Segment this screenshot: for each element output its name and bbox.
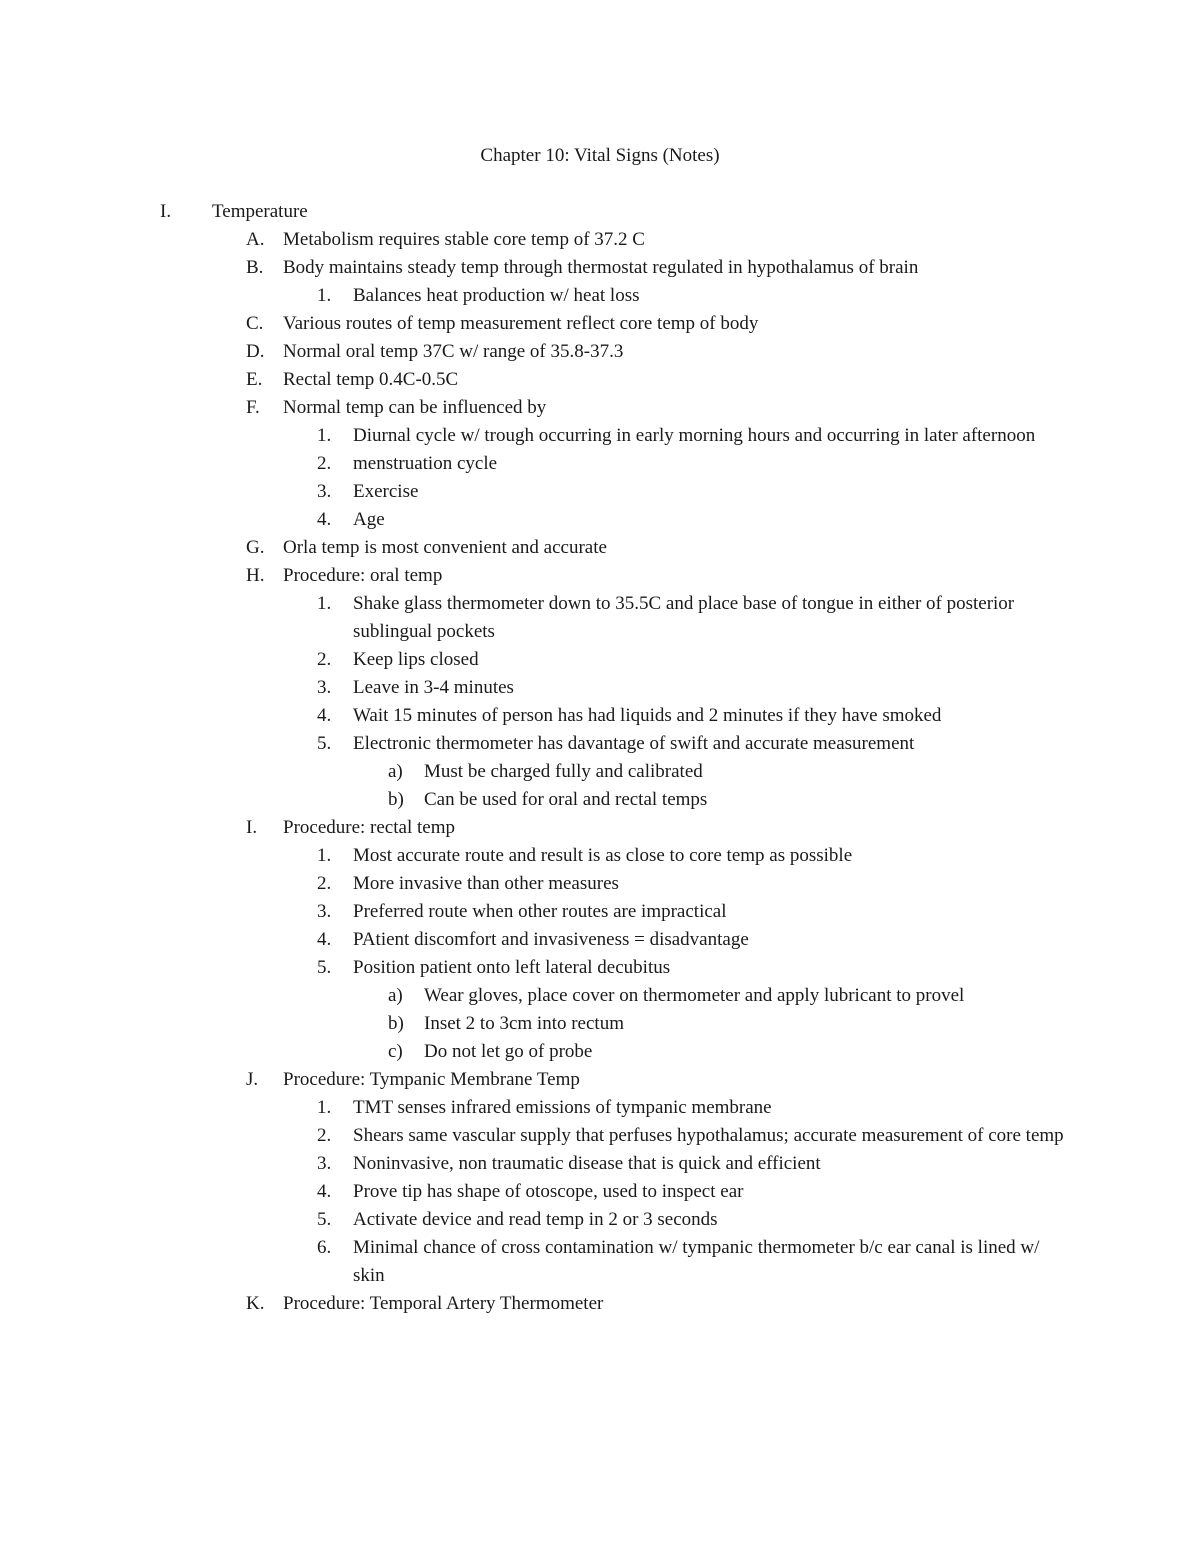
outline-list [0, 198, 1200, 1318]
outline-item-text: Can be used for oral and rectal temps [424, 789, 708, 810]
outline-item-label: 1. [317, 845, 332, 866]
outline-item-label: 1. [317, 593, 332, 614]
outline-item-label: K. [246, 1293, 265, 1314]
outline-item-text: More invasive than other measures [353, 873, 619, 894]
outline-item-text: Do not let go of probe [424, 1041, 593, 1062]
outline-item-text: Wear gloves, place cover on thermometer and apply lubricant to provel [424, 985, 965, 1006]
outline-item [0, 1206, 1200, 1234]
outline-item-text: Leave in 3-4 minutes [353, 677, 514, 698]
outline-item [0, 422, 1200, 450]
outline-item [0, 254, 1200, 282]
outline-item [0, 478, 1200, 506]
outline-item-label: b) [388, 789, 404, 810]
outline-item-label: C. [246, 313, 264, 334]
outline-item [0, 506, 1200, 534]
outline-item-label: E. [246, 369, 263, 390]
page-title: Chapter 10: Vital Signs (Notes) [480, 145, 720, 166]
outline-item [0, 1150, 1200, 1178]
outline-item [0, 1066, 1200, 1094]
outline-item-label: a) [388, 761, 403, 782]
outline-item-label: a) [388, 985, 403, 1006]
outline-item-label: G. [246, 537, 265, 558]
outline-item [0, 730, 1200, 758]
outline-item [0, 1178, 1200, 1206]
outline-item-text: Preferred route when other routes are impractical [353, 901, 727, 922]
outline-item-text: Minimal chance of cross contamination w/ tympanic thermometer b/c ear canal is lined w/ skin [353, 1237, 1040, 1286]
outline-item-text: Age [353, 509, 385, 530]
outline-item-label: 4. [317, 1181, 332, 1202]
outline-item-label: 3. [317, 677, 332, 698]
outline-item-text: TMT senses infrared emissions of tympanic membrane [353, 1097, 772, 1118]
outline-item [0, 926, 1200, 954]
outline-item [0, 1122, 1200, 1150]
outline-item-label: 2. [317, 453, 332, 474]
outline-item [0, 198, 1200, 226]
outline-item-text: Activate device and read temp in 2 or 3 seconds [353, 1209, 718, 1230]
outline-item-text: Rectal temp 0.4C-0.5C [283, 369, 459, 390]
outline-item [0, 590, 1200, 646]
outline-item [0, 366, 1200, 394]
outline-item-text: Inset 2 to 3cm into rectum [424, 1013, 624, 1034]
outline-item-label: 2. [317, 873, 332, 894]
outline-item [0, 702, 1200, 730]
outline-item-text: Diurnal cycle w/ trough occurring in early morning hours and occurring in later afternoon [353, 425, 1036, 446]
outline-item-text: Shake glass thermometer down to 35.5C and place base of tongue in either of posterior sublingual pockets [353, 593, 1015, 642]
outline-item-label: 5. [317, 1209, 332, 1230]
outline-item-label: 1. [317, 285, 332, 306]
outline-item-label: c) [388, 1041, 403, 1062]
outline-item-label: 3. [317, 481, 332, 502]
outline-item [0, 394, 1200, 422]
outline-item-label: 5. [317, 733, 332, 754]
outline-item-label: b) [388, 1013, 404, 1034]
outline-item-label: F. [246, 397, 260, 418]
outline-item [0, 1290, 1200, 1318]
outline-item-label: A. [246, 229, 265, 250]
outline-item [0, 282, 1200, 310]
outline-item-label: B. [246, 257, 264, 278]
outline-item-text: PAtient discomfort and invasiveness = disadvantage [353, 929, 749, 950]
outline-item-text: Most accurate route and result is as close to core temp as possible [353, 845, 853, 866]
outline-item [0, 450, 1200, 478]
outline-item [0, 674, 1200, 702]
outline-item [0, 1038, 1200, 1066]
outline-item-text: Exercise [353, 481, 419, 502]
outline-item-text: Position patient onto left lateral decubitus [353, 957, 671, 978]
outline-item-text: Prove tip has shape of otoscope, used to inspect ear [353, 1181, 744, 1202]
outline-item-label: 4. [317, 705, 332, 726]
outline-item-label: I. [160, 201, 172, 222]
outline-item-label: I. [246, 817, 258, 838]
outline-item [0, 226, 1200, 254]
outline-item-text: Procedure: rectal temp [283, 817, 455, 838]
outline-item-label: 5. [317, 957, 332, 978]
outline-item-text: Normal oral temp 37C w/ range of 35.8-37.3 [283, 341, 624, 362]
outline-item [0, 1094, 1200, 1122]
outline-item [0, 814, 1200, 842]
outline-item [0, 1010, 1200, 1038]
outline-item-label: 3. [317, 901, 332, 922]
outline-item [0, 646, 1200, 674]
outline-item-label: 1. [317, 1097, 332, 1118]
outline-item [0, 310, 1200, 338]
outline-item-text: Orla temp is most convenient and accurate [283, 537, 607, 558]
outline-item [0, 898, 1200, 926]
outline-item-label: J. [246, 1069, 259, 1090]
outline-item-text: Procedure: Temporal Artery Thermometer [283, 1293, 604, 1314]
outline-item [0, 870, 1200, 898]
outline-item [0, 786, 1200, 814]
outline-item-text: Temperature [212, 201, 308, 222]
outline-item-label: 2. [317, 649, 332, 670]
outline-item-label: 2. [317, 1125, 332, 1146]
outline-item-label: 3. [317, 1153, 332, 1174]
outline-item-label: H. [246, 565, 265, 586]
outline-item-label: D. [246, 341, 265, 362]
outline-item [0, 534, 1200, 562]
outline-item-text: Keep lips closed [353, 649, 479, 670]
outline-item-text: Shears same vascular supply that perfuses hypothalamus; accurate measurement of core temp [353, 1125, 1064, 1146]
outline-item-text: Wait 15 minutes of person has had liquids and 2 minutes if they have smoked [353, 705, 942, 726]
outline-item-text: Balances heat production w/ heat loss [353, 285, 640, 306]
outline-item-text: Must be charged fully and calibrated [424, 761, 703, 782]
outline-item-text: Metabolism requires stable core temp of 37.2 C [283, 229, 645, 250]
outline-item-label: 4. [317, 929, 332, 950]
outline-item-label: 4. [317, 509, 332, 530]
outline-item [0, 954, 1200, 982]
outline-item-label: 6. [317, 1237, 332, 1258]
outline-item-text: Procedure: Tympanic Membrane Temp [283, 1069, 580, 1090]
outline-item [0, 982, 1200, 1010]
outline-item [0, 562, 1200, 590]
outline-item-text: Normal temp can be influenced by [283, 397, 547, 418]
outline-item-text: Various routes of temp measurement reflect core temp of body [283, 313, 759, 334]
outline-item-label: 1. [317, 425, 332, 446]
outline-item-text: Body maintains steady temp through thermostat regulated in hypothalamus of brain [283, 257, 919, 278]
outline-item [0, 1234, 1200, 1290]
outline-item-text: Electronic thermometer has davantage of swift and accurate measurement [353, 733, 915, 754]
outline-item [0, 758, 1200, 786]
outline-item [0, 842, 1200, 870]
outline-item-text: Procedure: oral temp [283, 565, 443, 586]
outline-item [0, 338, 1200, 366]
outline-item-text: menstruation cycle [353, 453, 498, 474]
outline-item-text: Noninvasive, non traumatic disease that is quick and efficient [353, 1153, 821, 1174]
